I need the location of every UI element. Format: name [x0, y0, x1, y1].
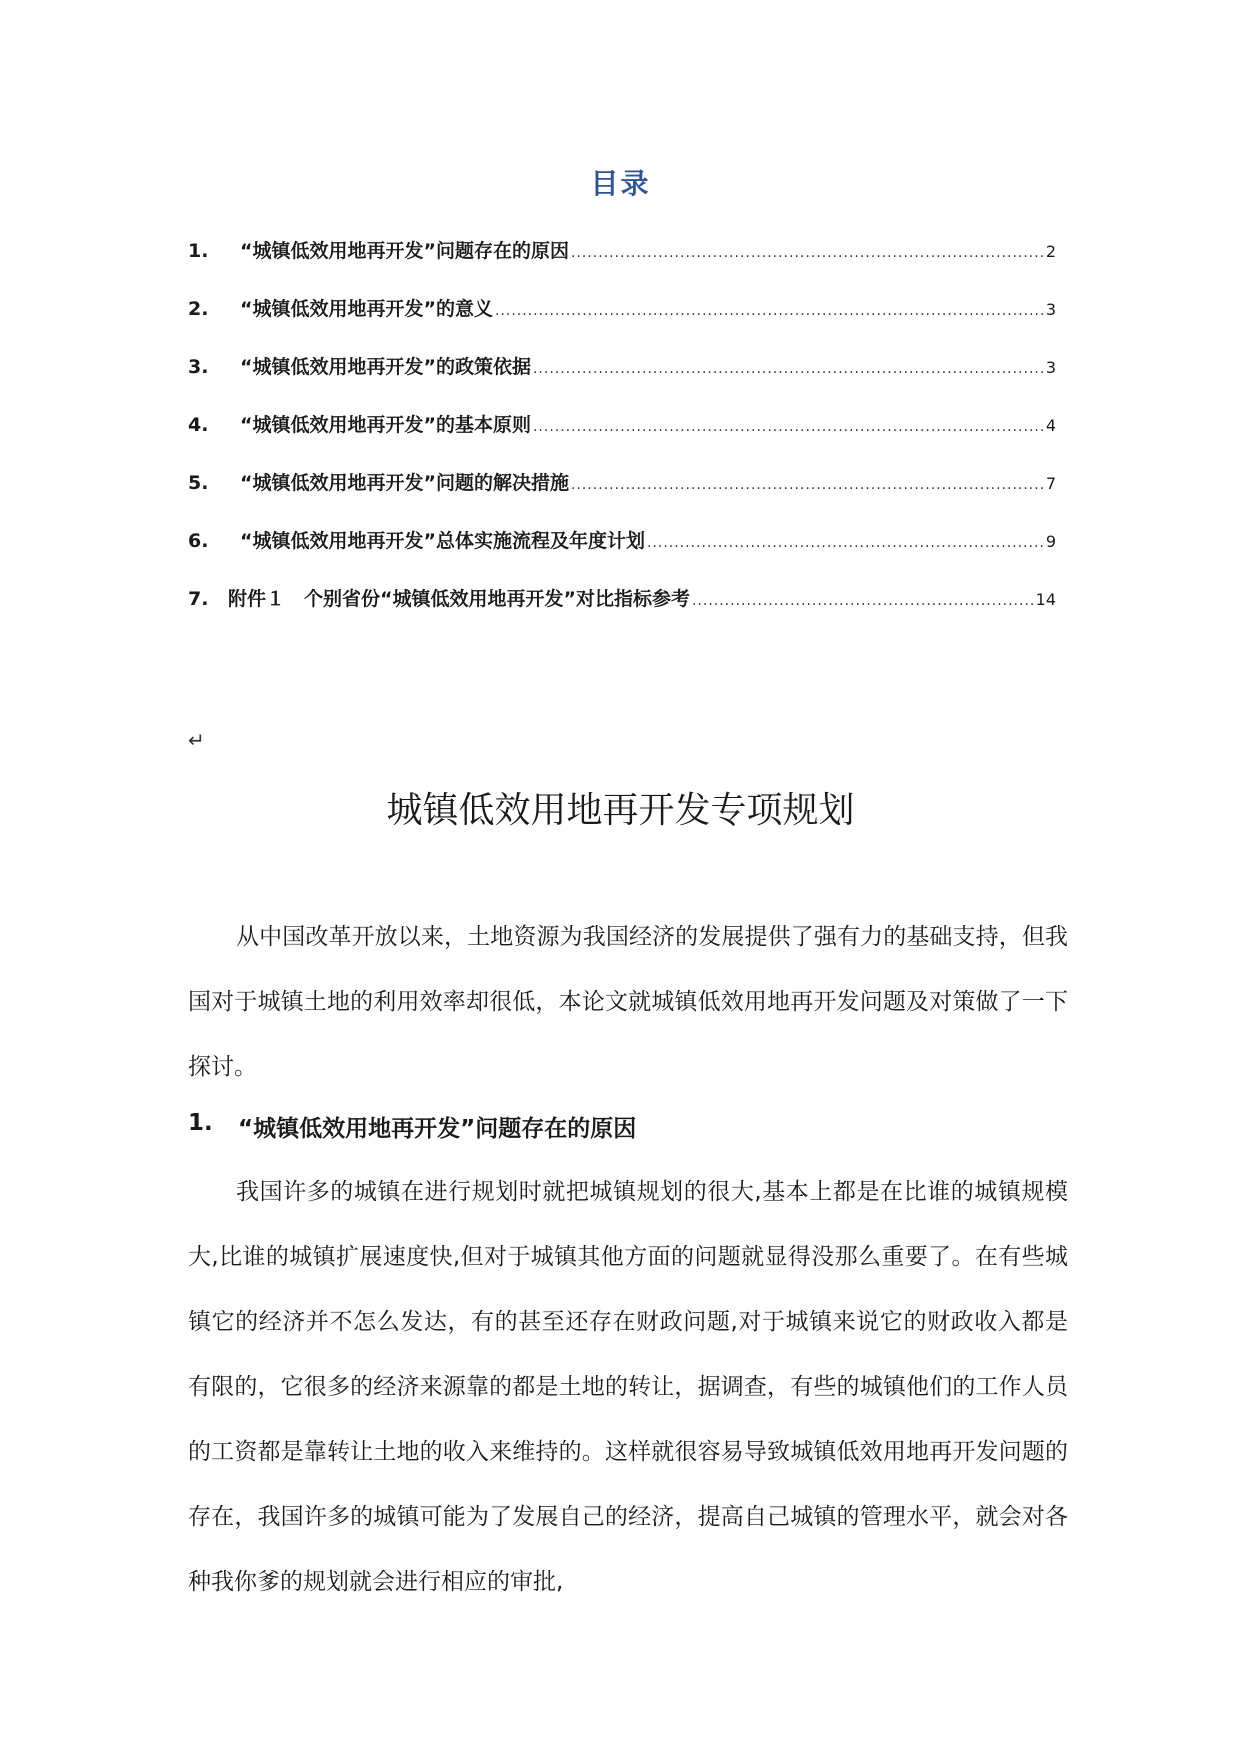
toc-dot-leader: [571, 477, 1044, 493]
toc-entry-page: 3: [1045, 358, 1056, 377]
toc-entry-number: 6.: [188, 530, 209, 552]
toc-dot-leader: [495, 303, 1044, 319]
toc-entry-page: 3: [1045, 300, 1056, 319]
intro-paragraph: 从中国改革开放以来，土地资源为我国经济的发展提供了强有力的基础支持，但我国对于城镇土地的利用效率却很低，本论文就城镇低效用地再开发问题及对策做了一下探讨。: [188, 924, 1068, 1080]
section-heading-text: “城镇低效用地再开发”问题存在的原因: [238, 1116, 637, 1142]
toc-entry-page: 14: [1035, 590, 1056, 609]
toc-entry-page: 4: [1045, 416, 1056, 435]
toc-entry-number: 5.: [188, 472, 209, 494]
toc-entry-2[interactable]: [188, 294, 1056, 324]
toc-title: 目录: [590, 167, 651, 200]
toc-entry-3[interactable]: [188, 352, 1056, 382]
toc-dot-leader: [692, 593, 1034, 609]
document-title: 城镇低效用地再开发专项规划: [386, 790, 855, 831]
toc-entry-text: “城镇低效用地再开发”问题存在的原因: [240, 240, 569, 262]
section-heading-1: [188, 1110, 636, 1143]
toc-entry-text: “城镇低效用地再开发”总体实施流程及年度计划: [240, 530, 645, 552]
toc-entry-7[interactable]: [188, 584, 1056, 614]
toc-entry-page: 7: [1045, 474, 1056, 493]
toc-entry-number: 7.: [188, 588, 209, 610]
toc-entry-text: “城镇低效用地再开发”的意义: [240, 298, 493, 320]
toc-entry-text: “城镇低效用地再开发”的政策依据: [240, 356, 531, 378]
toc-entry-number: 4.: [188, 414, 209, 436]
section-1-paragraph: 我国许多的城镇在进行规划时就把城镇规划的很大,基本上都是在比谁的城镇规模大,比谁的城镇扩展速度快,但对于城镇其他方面的问题就显得没那么重要了。在有些城镇它的经济并不怎么发达，有的甚至还存在财政问题,对于城镇来说它的财政收入都是有限的，它很多的经济来源靠的都是土地的转让，据调查，有些的城镇他们的工作人员的工资都是靠转让土地的收入来维持的。这样就很容易导致城镇低效用地再开发问题的存在，我国许多的城镇可能为了发展自己的经济，提高自己城镇的管理水平，就会对各种我你爹的规划就会进行相应的审批,: [188, 1179, 1068, 1595]
toc-entry-5[interactable]: [188, 468, 1056, 498]
toc-entry-number: 3.: [188, 356, 209, 378]
toc-entry-text: “城镇低效用地再开发”问题的解决措施: [240, 472, 569, 494]
section-number: 1.: [188, 1110, 213, 1136]
toc-entry-4[interactable]: [188, 410, 1056, 440]
toc-entry-page: 9: [1045, 532, 1056, 551]
toc-dot-leader: [647, 535, 1044, 551]
paragraph-mark-icon: ↵: [188, 728, 205, 752]
toc-entry-text: “城镇低效用地再开发”的基本原则: [240, 414, 531, 436]
toc-entry-text: 附件１ 个别省份“城镇低效用地再开发”对比指标参考: [228, 588, 690, 610]
toc-entry-6[interactable]: [188, 526, 1056, 556]
toc-entry-number: 1.: [188, 240, 209, 262]
toc-entry-page: 2: [1045, 242, 1056, 261]
toc-dot-leader: [533, 361, 1044, 377]
toc-dot-leader: [533, 419, 1044, 435]
toc-dot-leader: [571, 245, 1044, 261]
toc-entry-1[interactable]: [188, 236, 1056, 266]
toc-entry-number: 2.: [188, 298, 209, 320]
